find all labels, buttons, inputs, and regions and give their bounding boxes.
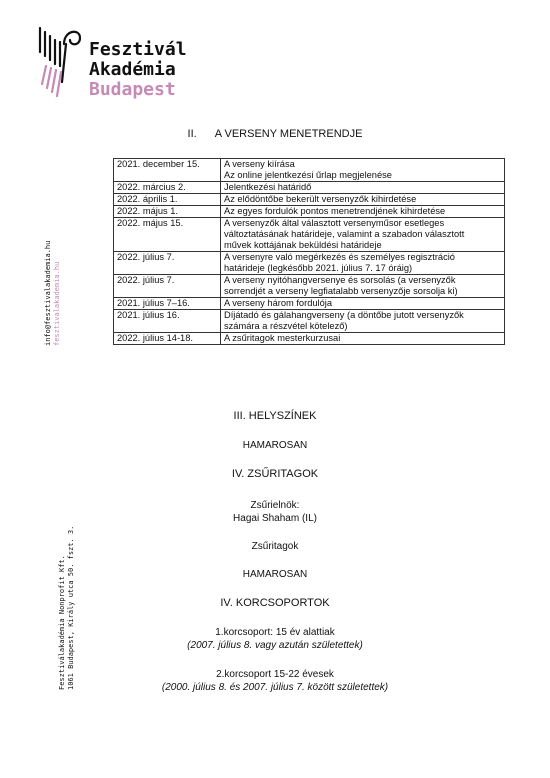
- company-street: 1061 Budapest, Király utca 50. fszt. 3.: [67, 525, 75, 690]
- schedule-description-line: A verseny kiírása: [224, 159, 295, 169]
- schedule-row: [114, 182, 505, 194]
- schedule-row: [114, 159, 505, 182]
- contact-info: [44, 241, 62, 346]
- schedule-description-line: Az elődöntőbe bekerült versenyzők kihirdetése: [224, 194, 417, 204]
- schedule-description-line: A zsűritagok mesterkurzusai: [224, 333, 341, 343]
- schedule-row: [114, 252, 505, 275]
- schedule-description: [221, 194, 505, 206]
- schedule-description-line: A verseny nyitóhangversenye és sorsolás (a versenyzők: [224, 275, 456, 285]
- schedule-date: 2022. május 1.: [114, 206, 221, 218]
- schedule-date: 2022. április 1.: [114, 194, 221, 206]
- logo-mark-icon: [36, 22, 84, 102]
- schedule-description-line: Díjátadó és gálahangverseny (a döntőbe jutott versenyzők: [224, 310, 464, 320]
- section-2-heading: [0, 128, 550, 140]
- schedule-date: 2022. május 15.: [114, 218, 221, 252]
- schedule-row: [114, 310, 505, 333]
- schedule-description-line: A versenyre való megérkezés és személyes regisztráció: [224, 252, 455, 262]
- schedule-row: [114, 194, 505, 206]
- schedule-row: [114, 298, 505, 310]
- schedule-description: [221, 275, 505, 298]
- schedule-date: 2021. július 16.: [114, 310, 221, 333]
- schedule-description: [221, 218, 505, 252]
- schedule-description: [221, 182, 505, 194]
- logo-line-3: Budapest: [89, 79, 176, 100]
- company-address: [58, 526, 76, 690]
- schedule-description-line: számára a részvétel kötelező): [224, 321, 348, 331]
- schedule-description-line: változtatásának határideje, valamint a szabadon választott: [224, 229, 465, 239]
- schedule-description: [221, 310, 505, 333]
- schedule-date: 2021. július 7–16.: [114, 298, 221, 310]
- schedule-date: 2022. július 7.: [114, 252, 221, 275]
- schedule-description-line: határideje (legkésőbb 2021. július 7. 17 óráig): [224, 263, 413, 273]
- schedule-description: [221, 333, 505, 345]
- logo-line-2: Akadémia: [89, 59, 176, 80]
- schedule-row: [114, 275, 505, 298]
- jury-members-label: Zsűritagok: [251, 541, 299, 552]
- schedule-date: 2022. július 7.: [114, 275, 221, 298]
- schedule-description-line: művek kottájának beküldési határideje: [224, 240, 382, 250]
- jury-members-text: HAMAROSAN: [242, 569, 308, 580]
- section-4a-title: IV. ZSŰRITAGOK: [231, 468, 319, 480]
- schedule-row: [114, 218, 505, 252]
- schedule-description: [221, 206, 505, 218]
- jury-chair-label: Zsűrielnök:: [250, 500, 300, 511]
- company-name: Fesztiválakadémia Nonprofit Kft.: [58, 555, 66, 690]
- schedule-row: [114, 333, 505, 345]
- jury-chair-name: Hagai Shaham (IL): [233, 513, 317, 524]
- age-group-1: 1.korcsoport: 15 év alattiak: [215, 627, 335, 638]
- age-group-1-note: (2007. július 8. vagy azután születettek): [187, 640, 363, 651]
- logo-text: [89, 40, 187, 100]
- logo: [36, 22, 206, 102]
- schedule-description-line: Az egyes fordulók pontos menetrendjének kihirdetése: [224, 206, 446, 216]
- section-2-number: II.: [187, 128, 197, 140]
- schedule-table: [113, 158, 505, 345]
- contact-email[interactable]: info@fesztivalakademia.hu: [44, 240, 52, 346]
- contact-web[interactable]: fesztivalakademia.hu: [53, 261, 61, 346]
- section-4b-title: IV. KORCSOPORTOK: [220, 597, 330, 609]
- schedule-description: [221, 252, 505, 275]
- schedule-date: 2022. július 14-18.: [114, 333, 221, 345]
- schedule-description-line: A versenyzők által választott versenyműsor esetleges: [224, 218, 445, 228]
- logo-line-1: Fesztivál: [89, 39, 187, 60]
- schedule-description-line: Jelentkezési határidő: [224, 182, 312, 192]
- schedule-description-line: A verseny három fordulója: [224, 298, 333, 308]
- age-group-2-note: (2000. július 8. és 2007. július 7. között születettek): [161, 682, 389, 693]
- section-3-title: III. HELYSZÍNEK: [233, 410, 317, 422]
- schedule-description: [221, 159, 505, 182]
- section-3-text: HAMAROSAN: [242, 440, 308, 451]
- schedule-date: 2022. március 2.: [114, 182, 221, 194]
- schedule-description: [221, 298, 505, 310]
- schedule-description-line: sorrendjét a verseny legfiatalabb versenyzője sorsolja ki): [224, 286, 458, 296]
- schedule-row: [114, 206, 505, 218]
- schedule-date: 2021. december 15.: [114, 159, 221, 182]
- schedule-description-line: Az online jelentkezési űrlap megjelenése: [224, 170, 392, 180]
- section-2-title: A VERSENY MENETRENDJE: [214, 128, 363, 140]
- age-group-2: 2.korcsoport 15-22 évesek: [216, 669, 334, 680]
